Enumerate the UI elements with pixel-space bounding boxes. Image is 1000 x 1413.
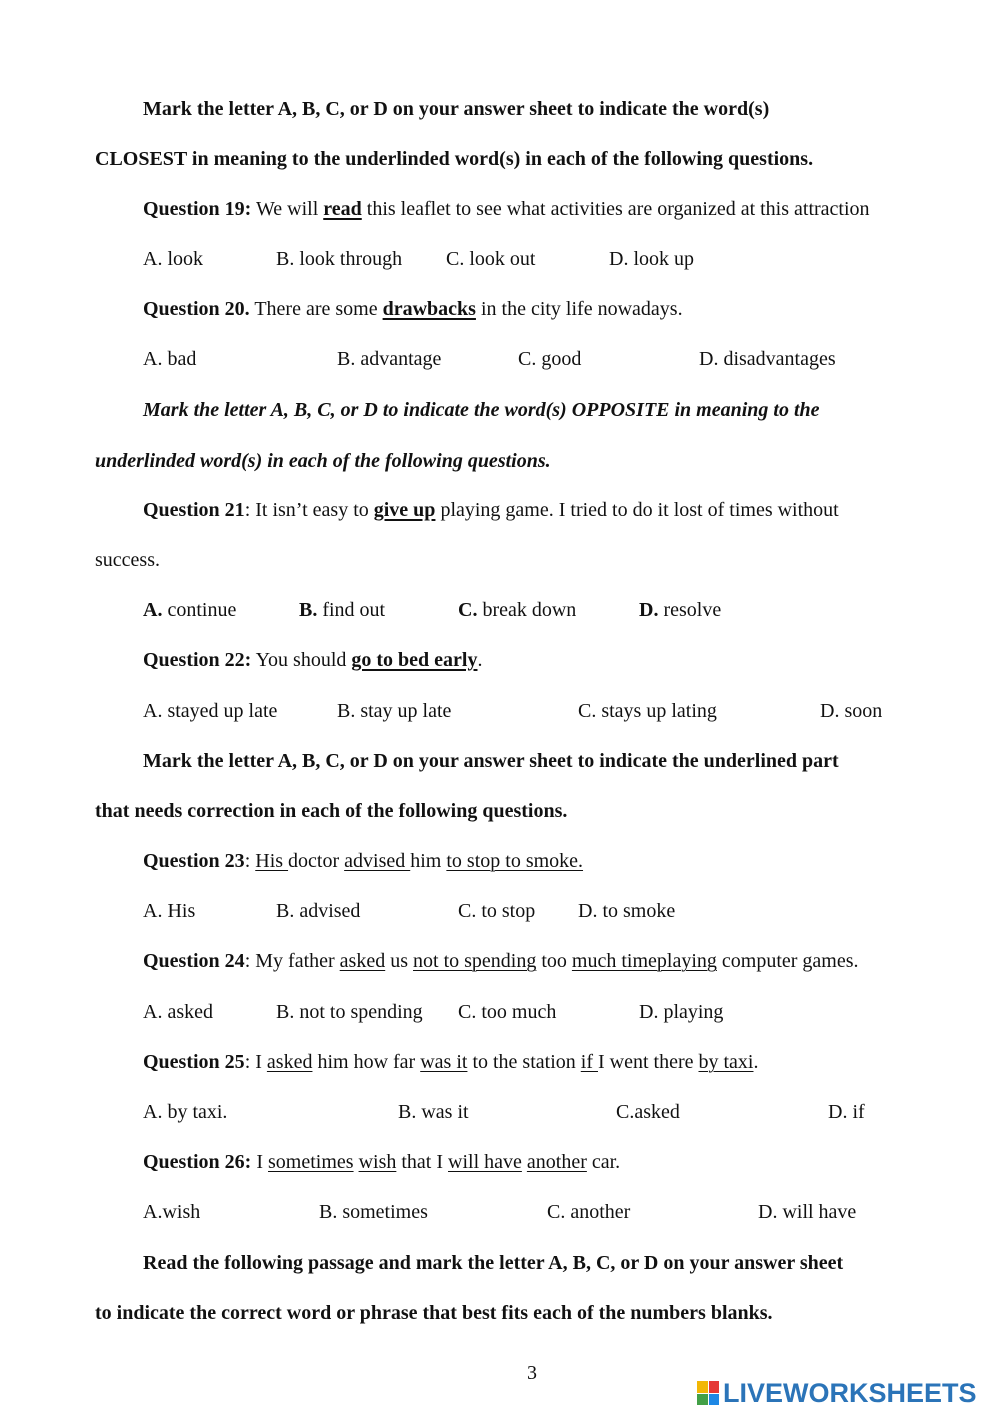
question-25-text: him how far — [312, 1051, 421, 1073]
question-22-option-c[interactable]: C. stays up lating — [578, 700, 717, 722]
question-20-option-c[interactable]: C. good — [518, 348, 582, 370]
question-23-underlined-part: to stop to smoke. — [446, 850, 584, 872]
section-2-instruction-line-1: Mark the letter A, B, C, or D to indicate the word(s) OPPOSITE in meaning to the — [143, 399, 820, 421]
question-24-underlined-part: asked — [339, 950, 386, 972]
question-26-option-c[interactable]: C. another — [547, 1201, 631, 1223]
question-20-underlined-word: drawbacks — [382, 298, 476, 320]
question-19-stem — [143, 197, 870, 221]
question-26-stem — [143, 1150, 620, 1174]
question-22-text: You should — [251, 649, 352, 671]
option-letter: D. — [639, 599, 659, 621]
question-21-option-b[interactable] — [299, 598, 385, 622]
question-22-option-a[interactable]: A. stayed up late — [143, 700, 278, 722]
question-21-stem — [143, 498, 839, 522]
question-21-text: playing game. I tried to do it lost of times without — [435, 499, 839, 521]
question-23-text: doctor — [288, 850, 345, 872]
question-24-text: us — [385, 950, 414, 972]
question-22-text: . — [477, 649, 483, 671]
liveworksheets-brand[interactable] — [697, 1378, 977, 1408]
question-25-underlined-part: if — [580, 1051, 598, 1073]
question-26-label: Question 26: — [143, 1151, 252, 1173]
question-23-text: him — [410, 850, 447, 872]
section-3-instruction-line-2: that needs correction in each of the following questions. — [95, 800, 568, 822]
question-23-option-b[interactable]: B. advised — [276, 900, 361, 922]
question-26-option-a[interactable]: A.wish — [143, 1201, 201, 1223]
section-1-instruction-line-1: Mark the letter A, B, C, or D on your answer sheet to indicate the word(s) — [143, 98, 770, 120]
liveworksheets-logo-icon — [697, 1381, 719, 1405]
question-22-stem — [143, 648, 482, 672]
question-25-option-b[interactable]: B. was it — [398, 1101, 469, 1123]
option-letter: B. — [299, 599, 318, 621]
question-23-stem — [143, 849, 583, 873]
question-20-option-b[interactable]: B. advantage — [337, 348, 442, 370]
question-21-option-d[interactable] — [639, 598, 721, 622]
question-20-label: Question 20. — [143, 298, 250, 320]
question-19-text: We will — [251, 198, 324, 220]
question-25-option-c[interactable]: C.asked — [616, 1101, 680, 1123]
question-21-option-a[interactable] — [143, 598, 236, 622]
question-21-label: Question 21 — [143, 499, 245, 521]
brand-name: LIVEWORKSHEETS — [723, 1377, 977, 1408]
question-24-option-c[interactable]: C. too much — [458, 1001, 557, 1023]
question-19-option-a[interactable]: A. look — [143, 248, 203, 270]
question-24-option-d[interactable]: D. playing — [639, 1001, 724, 1023]
question-26-text: I — [251, 1151, 269, 1173]
question-20-text: in the city life nowadays. — [475, 298, 683, 320]
question-25-text: to the station — [467, 1051, 581, 1073]
question-24-text: too — [536, 950, 572, 972]
question-26-underlined-part: will have — [448, 1151, 522, 1173]
question-22-option-d[interactable]: D. soon — [820, 700, 883, 722]
question-21-underlined-word: give up — [373, 499, 436, 521]
question-25-underlined-part: asked — [266, 1051, 313, 1073]
option-text: continue — [162, 599, 237, 621]
question-19-underlined-word: read — [323, 198, 362, 220]
question-23-underlined-part: advised — [344, 850, 411, 872]
question-21-option-c[interactable] — [458, 598, 576, 622]
question-25-text: I went there — [597, 1051, 699, 1073]
question-25-option-d[interactable]: D. if — [828, 1101, 865, 1123]
option-letter: A. — [143, 599, 163, 621]
page-number: 3 — [527, 1362, 537, 1384]
question-22-label: Question 22: — [143, 649, 252, 671]
question-24-underlined-part: not to spending — [413, 950, 537, 972]
question-25-underlined-part: was it — [420, 1051, 468, 1073]
question-20-option-a[interactable]: A. bad — [143, 348, 197, 370]
question-24-underlined-part: much timeplaying — [571, 950, 717, 972]
question-25-text: . — [753, 1051, 759, 1073]
question-24-option-b[interactable]: B. not to spending — [276, 1001, 423, 1023]
question-24-option-a[interactable]: A. asked — [143, 1001, 213, 1023]
question-26-option-b[interactable]: B. sometimes — [319, 1201, 428, 1223]
question-22-option-b[interactable]: B. stay up late — [337, 700, 452, 722]
question-19-label: Question 19: — [143, 198, 252, 220]
question-22-underlined-word: go to bed early — [351, 649, 478, 671]
question-23-label: Question 23 — [143, 850, 245, 872]
question-25-label: Question 25 — [143, 1051, 245, 1073]
section-4-instruction-line-1: Read the following passage and mark the letter A, B, C, or D on your answer sheet — [143, 1252, 844, 1274]
question-24-text: : My father — [244, 950, 340, 972]
option-text: resolve — [658, 599, 722, 621]
section-2-instruction-line-2: underlinded word(s) in each of the following questions. — [95, 450, 551, 472]
question-26-text: car. — [586, 1151, 621, 1173]
question-19-option-b[interactable]: B. look through — [276, 248, 403, 270]
option-text: find out — [317, 599, 386, 621]
question-23-underlined-part: His — [255, 850, 289, 872]
question-23-text: : — [244, 850, 256, 872]
question-21-text: : It isn’t easy to — [244, 499, 374, 521]
section-3-instruction-line-1: Mark the letter A, B, C, or D on your answer sheet to indicate the underlined part — [143, 750, 839, 772]
question-24-stem — [143, 949, 859, 973]
question-23-option-a[interactable]: A. His — [143, 900, 196, 922]
question-19-option-c[interactable]: C. look out — [446, 248, 536, 270]
question-26-underlined-part: another — [526, 1151, 587, 1173]
question-23-option-d[interactable]: D. to smoke — [578, 900, 676, 922]
question-20-text: There are some — [249, 298, 383, 320]
question-24-label: Question 24 — [143, 950, 245, 972]
section-4-instruction-line-2: to indicate the correct word or phrase that best fits each of the numbers blanks. — [95, 1302, 773, 1324]
section-1-instruction-line-2: CLOSEST in meaning to the underlinded word(s) in each of the following questions. — [95, 148, 814, 170]
question-21-stem-continuation: success. — [95, 549, 160, 571]
question-26-text: that I — [396, 1151, 449, 1173]
question-26-underlined-part: wish — [358, 1151, 397, 1173]
question-19-text: this leaflet to see what activities are organized at this attraction — [361, 198, 870, 220]
question-19-option-d[interactable]: D. look up — [609, 248, 694, 270]
question-24-text: computer games. — [716, 950, 859, 972]
question-25-text: : I — [244, 1051, 267, 1073]
question-25-underlined-part: by taxi — [698, 1051, 754, 1073]
question-20-stem — [143, 297, 683, 321]
question-26-underlined-part: sometimes — [268, 1151, 354, 1173]
question-25-stem — [143, 1050, 759, 1074]
question-26-option-d[interactable]: D. will have — [758, 1201, 857, 1223]
option-letter: C. — [458, 599, 478, 621]
question-20-option-d[interactable]: D. disadvantages — [699, 348, 836, 370]
option-text: break down — [477, 599, 577, 621]
question-23-option-c[interactable]: C. to stop — [458, 900, 536, 922]
question-25-option-a[interactable]: A. by taxi. — [143, 1101, 228, 1123]
